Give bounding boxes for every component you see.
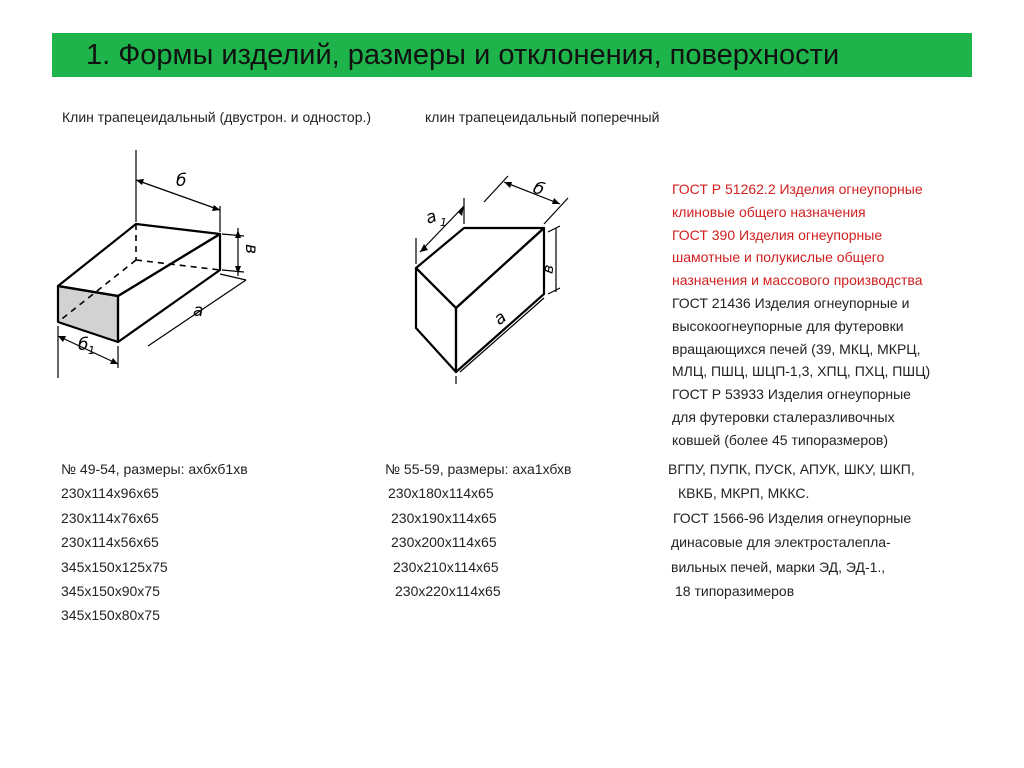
label-b1: б — [78, 335, 89, 355]
standard-line: назначения и массового производства — [672, 272, 923, 289]
figure-trapezoidal-wedge — [48, 146, 288, 396]
extra-line: ВГПУ, ПУПК, ПУСК, АПУК, ШКУ, ШКП, — [668, 461, 915, 477]
standard-line: шамотные и полукислые общего — [672, 249, 885, 266]
wedge-right-face — [118, 234, 220, 342]
label-b1-subscript: 1 — [88, 344, 95, 357]
size-row: 230х114х96х65 — [61, 485, 159, 502]
extra-line: КВКБ, МКРП, МККС. — [678, 485, 810, 502]
label-a: а — [490, 307, 511, 330]
extra-line: вильных печей, марки ЭД, ЭД-1., — [671, 558, 886, 575]
size-row: 345х150х125х75 — [61, 558, 168, 575]
label-a: а — [193, 301, 204, 321]
size-row: 230х200х114х65 — [391, 534, 497, 551]
sizes-middle-header: № 55-59, размеры: аха1хбхв — [385, 461, 572, 477]
standard-line: ГОСТ Р 51262.2 Изделия огнеупорные — [672, 181, 923, 197]
standard-line: высокоогнеупорные для футеровки — [672, 317, 904, 334]
standards-extra — [668, 457, 915, 603]
size-row: 230х210х114х65 — [393, 558, 499, 575]
standard-line: для футеровки сталеразливочных — [672, 408, 895, 425]
label-a1: а — [422, 206, 440, 229]
standard-line: ковшей (более 45 типоразмеров) — [672, 431, 889, 448]
label-a1-subscript: 1 — [440, 216, 447, 229]
standards-list — [672, 178, 972, 452]
standard-line: МЛЦ, ПШЦ, ШЦП-1,3, ХПЦ, ПХЦ, ПШЦ) — [672, 363, 931, 380]
transverse-top-face — [416, 228, 544, 308]
standard-line: вращающихся печей (39, МКЦ, МКРЦ, — [672, 340, 921, 357]
extra-line: динасовые для электросталепла- — [671, 534, 891, 551]
caption-wedge-trapezoidal: Клин трапецеидальный (двустрон. и одностор.) — [62, 109, 372, 125]
size-row: 345х150х80х75 — [61, 607, 160, 624]
figure-transverse-wedge — [400, 168, 600, 388]
extra-line: 18 типоразимеров — [675, 583, 795, 600]
extra-line: ГОСТ 1566-96 Изделия огнеупорные — [673, 509, 912, 526]
label-v: в — [538, 263, 558, 275]
standard-line: ГОСТ Р 53933 Изделия огнеупорные — [672, 386, 911, 403]
sizes-column-left — [61, 457, 248, 628]
size-row: 230х190х114х65 — [391, 509, 497, 526]
size-row: 230х220х114х65 — [395, 583, 501, 600]
size-row: 230х114х56х65 — [61, 534, 159, 551]
caption-wedge-transverse: клин трапецеидальный поперечный — [425, 109, 660, 125]
sizes-left-header: № 49-54, размеры: ахбхб1хв — [61, 461, 248, 477]
page-title: 1. Формы изделий, размеры и отклонения, поверхности — [86, 39, 840, 71]
size-row: 345х150х90х75 — [61, 583, 160, 600]
size-row: 230х114х76х65 — [61, 509, 159, 526]
standard-line: ГОСТ 390 Изделия огнеупорные — [672, 226, 883, 243]
title-bar — [52, 33, 972, 77]
label-b: б — [176, 171, 187, 191]
transverse-left-face — [416, 268, 456, 372]
standard-line: клиновые общего назначения — [672, 203, 866, 220]
standard-line: ГОСТ 21436 Изделия огнеупорные и — [672, 294, 910, 311]
label-v: в — [241, 244, 261, 255]
sizes-column-middle — [385, 457, 571, 603]
transverse-right-face — [456, 228, 544, 372]
label-b: б — [530, 177, 547, 201]
size-row: 230х180х114х65 — [388, 485, 494, 502]
